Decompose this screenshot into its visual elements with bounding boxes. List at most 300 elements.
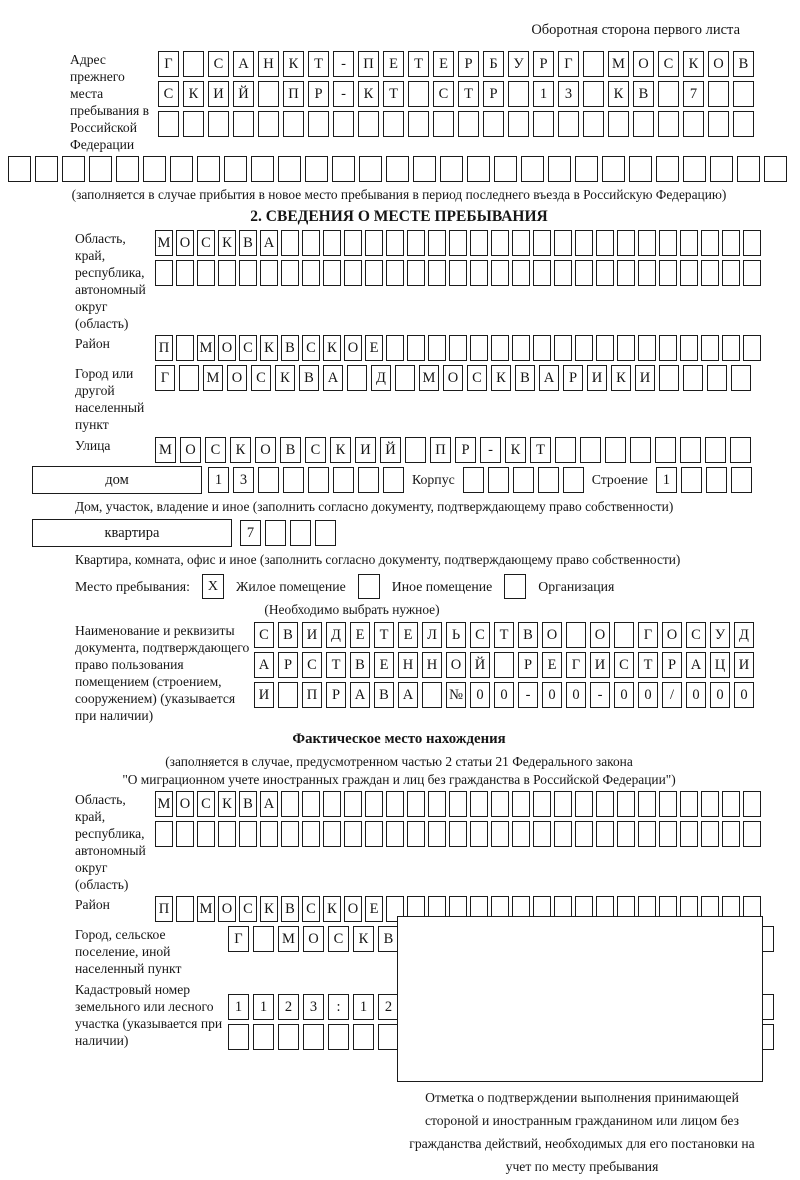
char-cell[interactable] xyxy=(470,335,488,361)
char-cell[interactable]: / xyxy=(662,682,682,708)
char-cell[interactable] xyxy=(283,111,304,137)
char-cell[interactable]: 2 xyxy=(278,994,299,1020)
char-cell[interactable] xyxy=(491,821,509,847)
char-cell[interactable] xyxy=(347,365,367,391)
char-cell[interactable] xyxy=(332,156,355,182)
char-cell[interactable]: О xyxy=(176,791,194,817)
char-cell[interactable]: Е xyxy=(350,622,370,648)
char-cell[interactable] xyxy=(224,156,247,182)
char-cell[interactable] xyxy=(680,821,698,847)
char-cell[interactable] xyxy=(638,821,656,847)
char-cell[interactable]: О xyxy=(344,335,362,361)
char-cell[interactable]: Т xyxy=(494,622,514,648)
char-cell[interactable]: П xyxy=(430,437,451,463)
prev-address-extra-row[interactable] xyxy=(8,156,766,182)
char-cell[interactable]: Т xyxy=(408,51,429,77)
char-cell[interactable] xyxy=(265,520,286,546)
char-cell[interactable]: Р xyxy=(518,652,538,678)
char-cell[interactable]: С xyxy=(614,652,634,678)
char-cell[interactable] xyxy=(659,230,677,256)
char-cell[interactable]: № xyxy=(446,682,466,708)
char-cell[interactable] xyxy=(8,156,31,182)
char-cell[interactable] xyxy=(575,791,593,817)
region-row-1[interactable] xyxy=(155,230,761,256)
char-cell[interactable] xyxy=(512,260,530,286)
checkbox-other-premises[interactable] xyxy=(358,574,380,599)
char-cell[interactable] xyxy=(302,821,320,847)
char-cell[interactable] xyxy=(323,821,341,847)
city-row[interactable] xyxy=(155,365,751,391)
char-cell[interactable]: Е xyxy=(374,652,394,678)
prev-address-row-1[interactable] xyxy=(158,51,754,77)
char-cell[interactable] xyxy=(428,791,446,817)
char-cell[interactable]: Е xyxy=(365,335,383,361)
char-cell[interactable]: К xyxy=(260,896,278,922)
char-cell[interactable] xyxy=(395,365,415,391)
char-cell[interactable] xyxy=(258,467,279,493)
char-cell[interactable]: Н xyxy=(398,652,418,678)
char-cell[interactable] xyxy=(383,111,404,137)
char-cell[interactable] xyxy=(422,682,442,708)
char-cell[interactable] xyxy=(638,230,656,256)
char-cell[interactable] xyxy=(733,111,754,137)
char-cell[interactable] xyxy=(116,156,139,182)
char-cell[interactable] xyxy=(605,437,626,463)
char-cell[interactable] xyxy=(308,467,329,493)
char-cell[interactable] xyxy=(658,81,679,107)
char-cell[interactable]: Й xyxy=(233,81,254,107)
char-cell[interactable] xyxy=(491,791,509,817)
char-cell[interactable] xyxy=(183,111,204,137)
char-cell[interactable]: Й xyxy=(470,652,490,678)
char-cell[interactable] xyxy=(683,365,703,391)
char-cell[interactable]: О xyxy=(255,437,276,463)
char-cell[interactable]: К xyxy=(218,791,236,817)
char-cell[interactable] xyxy=(658,111,679,137)
char-cell[interactable] xyxy=(491,335,509,361)
char-cell[interactable] xyxy=(743,791,761,817)
char-cell[interactable]: К xyxy=(260,335,278,361)
char-cell[interactable]: А xyxy=(260,230,278,256)
char-cell[interactable]: Р xyxy=(458,51,479,77)
char-cell[interactable]: К xyxy=(283,51,304,77)
document-row-3[interactable] xyxy=(254,682,754,708)
char-cell[interactable]: Р xyxy=(483,81,504,107)
checkbox-organization[interactable] xyxy=(504,574,526,599)
char-cell[interactable]: К xyxy=(491,365,511,391)
char-cell[interactable]: С xyxy=(254,622,274,648)
char-cell[interactable] xyxy=(179,365,199,391)
char-cell[interactable]: С xyxy=(302,896,320,922)
char-cell[interactable]: С xyxy=(305,437,326,463)
char-cell[interactable] xyxy=(706,467,727,493)
char-cell[interactable]: Е xyxy=(433,51,454,77)
char-cell[interactable]: Е xyxy=(398,622,418,648)
apartment-number-cells[interactable] xyxy=(240,520,336,546)
char-cell[interactable]: К xyxy=(218,230,236,256)
char-cell[interactable]: 0 xyxy=(710,682,730,708)
char-cell[interactable]: С xyxy=(470,622,490,648)
char-cell[interactable] xyxy=(365,260,383,286)
char-cell[interactable]: К xyxy=(323,335,341,361)
char-cell[interactable]: 0 xyxy=(494,682,514,708)
char-cell[interactable]: Ц xyxy=(710,652,730,678)
char-cell[interactable] xyxy=(440,156,463,182)
char-cell[interactable] xyxy=(449,230,467,256)
char-cell[interactable]: К xyxy=(353,926,374,952)
char-cell[interactable]: В xyxy=(518,622,538,648)
char-cell[interactable]: В xyxy=(374,682,394,708)
char-cell[interactable]: - xyxy=(590,682,610,708)
char-cell[interactable] xyxy=(566,622,586,648)
char-cell[interactable]: Т xyxy=(326,652,346,678)
char-cell[interactable] xyxy=(62,156,85,182)
char-cell[interactable] xyxy=(483,111,504,137)
char-cell[interactable]: - xyxy=(333,51,354,77)
char-cell[interactable]: С xyxy=(686,622,706,648)
char-cell[interactable] xyxy=(558,111,579,137)
house-type-box[interactable]: дом xyxy=(32,466,202,494)
char-cell[interactable]: И xyxy=(734,652,754,678)
char-cell[interactable] xyxy=(281,230,299,256)
char-cell[interactable] xyxy=(680,437,701,463)
char-cell[interactable]: У xyxy=(508,51,529,77)
char-cell[interactable]: К xyxy=(608,81,629,107)
char-cell[interactable]: И xyxy=(590,652,610,678)
char-cell[interactable] xyxy=(596,791,614,817)
char-cell[interactable] xyxy=(428,230,446,256)
char-cell[interactable]: Т xyxy=(383,81,404,107)
char-cell[interactable]: И xyxy=(208,81,229,107)
char-cell[interactable] xyxy=(407,230,425,256)
char-cell[interactable] xyxy=(449,260,467,286)
char-cell[interactable]: - xyxy=(518,682,538,708)
char-cell[interactable] xyxy=(365,821,383,847)
char-cell[interactable]: К xyxy=(505,437,526,463)
char-cell[interactable] xyxy=(617,230,635,256)
char-cell[interactable] xyxy=(707,365,727,391)
char-cell[interactable] xyxy=(176,896,194,922)
char-cell[interactable] xyxy=(548,156,571,182)
char-cell[interactable]: 1 xyxy=(353,994,374,1020)
char-cell[interactable] xyxy=(328,1024,349,1050)
char-cell[interactable] xyxy=(710,156,733,182)
char-cell[interactable] xyxy=(575,335,593,361)
char-cell[interactable] xyxy=(617,260,635,286)
char-cell[interactable] xyxy=(554,335,572,361)
char-cell[interactable]: С xyxy=(239,896,257,922)
char-cell[interactable] xyxy=(278,682,298,708)
char-cell[interactable] xyxy=(533,335,551,361)
char-cell[interactable]: О xyxy=(662,622,682,648)
char-cell[interactable]: 1 xyxy=(533,81,554,107)
char-cell[interactable]: О xyxy=(218,896,236,922)
char-cell[interactable] xyxy=(701,821,719,847)
char-cell[interactable] xyxy=(176,821,194,847)
char-cell[interactable] xyxy=(176,335,194,361)
char-cell[interactable] xyxy=(680,791,698,817)
char-cell[interactable] xyxy=(407,791,425,817)
char-cell[interactable] xyxy=(251,156,274,182)
char-cell[interactable] xyxy=(659,821,677,847)
char-cell[interactable] xyxy=(35,156,58,182)
char-cell[interactable] xyxy=(258,111,279,137)
char-cell[interactable]: 3 xyxy=(558,81,579,107)
char-cell[interactable] xyxy=(683,156,706,182)
char-cell[interactable] xyxy=(281,821,299,847)
char-cell[interactable]: П xyxy=(155,335,173,361)
char-cell[interactable] xyxy=(731,365,751,391)
char-cell[interactable] xyxy=(260,260,278,286)
char-cell[interactable]: О xyxy=(633,51,654,77)
char-cell[interactable]: С xyxy=(208,51,229,77)
char-cell[interactable] xyxy=(508,81,529,107)
char-cell[interactable]: О xyxy=(443,365,463,391)
apartment-type-box[interactable]: квартира xyxy=(32,519,232,547)
char-cell[interactable]: К xyxy=(611,365,631,391)
char-cell[interactable]: А xyxy=(539,365,559,391)
char-cell[interactable] xyxy=(659,335,677,361)
char-cell[interactable] xyxy=(463,467,484,493)
char-cell[interactable]: Е xyxy=(542,652,562,678)
char-cell[interactable] xyxy=(155,260,173,286)
char-cell[interactable] xyxy=(333,111,354,137)
char-cell[interactable]: П xyxy=(358,51,379,77)
char-cell[interactable] xyxy=(743,821,761,847)
char-cell[interactable]: Е xyxy=(365,896,383,922)
char-cell[interactable] xyxy=(596,230,614,256)
char-cell[interactable] xyxy=(303,1024,324,1050)
char-cell[interactable] xyxy=(708,111,729,137)
char-cell[interactable]: С xyxy=(197,230,215,256)
char-cell[interactable]: К xyxy=(183,81,204,107)
char-cell[interactable] xyxy=(701,791,719,817)
char-cell[interactable]: Е xyxy=(383,51,404,77)
char-cell[interactable] xyxy=(554,260,572,286)
char-cell[interactable] xyxy=(278,156,301,182)
char-cell[interactable] xyxy=(743,230,761,256)
char-cell[interactable]: О xyxy=(303,926,324,952)
char-cell[interactable]: Л xyxy=(422,622,442,648)
char-cell[interactable] xyxy=(281,791,299,817)
char-cell[interactable]: С xyxy=(197,791,215,817)
char-cell[interactable] xyxy=(680,335,698,361)
char-cell[interactable] xyxy=(467,156,490,182)
char-cell[interactable] xyxy=(302,791,320,817)
char-cell[interactable]: Н xyxy=(422,652,442,678)
char-cell[interactable]: С xyxy=(328,926,349,952)
char-cell[interactable] xyxy=(630,437,651,463)
char-cell[interactable] xyxy=(302,260,320,286)
char-cell[interactable]: Г xyxy=(558,51,579,77)
char-cell[interactable] xyxy=(365,791,383,817)
char-cell[interactable] xyxy=(407,335,425,361)
char-cell[interactable] xyxy=(743,260,761,286)
char-cell[interactable] xyxy=(638,335,656,361)
char-cell[interactable]: Г xyxy=(158,51,179,77)
char-cell[interactable] xyxy=(344,821,362,847)
char-cell[interactable]: 0 xyxy=(566,682,586,708)
char-cell[interactable]: М xyxy=(608,51,629,77)
char-cell[interactable]: О xyxy=(708,51,729,77)
char-cell[interactable] xyxy=(449,335,467,361)
char-cell[interactable]: О xyxy=(227,365,247,391)
char-cell[interactable]: Р xyxy=(533,51,554,77)
char-cell[interactable]: А xyxy=(323,365,343,391)
char-cell[interactable] xyxy=(602,156,625,182)
char-cell[interactable] xyxy=(659,791,677,817)
char-cell[interactable] xyxy=(197,821,215,847)
char-cell[interactable] xyxy=(683,111,704,137)
char-cell[interactable]: 0 xyxy=(542,682,562,708)
char-cell[interactable]: В xyxy=(378,926,399,952)
char-cell[interactable] xyxy=(344,230,362,256)
char-cell[interactable] xyxy=(533,821,551,847)
char-cell[interactable] xyxy=(323,230,341,256)
char-cell[interactable] xyxy=(701,230,719,256)
char-cell[interactable] xyxy=(730,437,751,463)
char-cell[interactable] xyxy=(554,821,572,847)
region-row-2[interactable] xyxy=(155,260,761,286)
char-cell[interactable] xyxy=(170,156,193,182)
char-cell[interactable] xyxy=(508,111,529,137)
char-cell[interactable]: К xyxy=(323,896,341,922)
char-cell[interactable]: 7 xyxy=(683,81,704,107)
char-cell[interactable] xyxy=(239,821,257,847)
stroenie-cells[interactable] xyxy=(656,467,752,493)
char-cell[interactable] xyxy=(701,260,719,286)
char-cell[interactable] xyxy=(494,652,514,678)
char-cell[interactable]: С xyxy=(467,365,487,391)
char-cell[interactable]: К xyxy=(358,81,379,107)
prev-address-row-3[interactable] xyxy=(158,111,754,137)
char-cell[interactable] xyxy=(197,156,220,182)
char-cell[interactable] xyxy=(633,111,654,137)
char-cell[interactable]: 1 xyxy=(208,467,229,493)
char-cell[interactable]: П xyxy=(302,682,322,708)
char-cell[interactable] xyxy=(433,111,454,137)
char-cell[interactable] xyxy=(583,111,604,137)
char-cell[interactable] xyxy=(407,260,425,286)
char-cell[interactable]: М xyxy=(197,335,215,361)
char-cell[interactable]: И xyxy=(635,365,655,391)
char-cell[interactable] xyxy=(708,81,729,107)
char-cell[interactable]: 1 xyxy=(656,467,677,493)
char-cell[interactable] xyxy=(290,520,311,546)
char-cell[interactable]: 3 xyxy=(233,467,254,493)
char-cell[interactable] xyxy=(458,111,479,137)
char-cell[interactable] xyxy=(386,335,404,361)
char-cell[interactable] xyxy=(491,260,509,286)
char-cell[interactable] xyxy=(258,81,279,107)
char-cell[interactable]: В xyxy=(633,81,654,107)
char-cell[interactable]: 2 xyxy=(378,994,399,1020)
char-cell[interactable] xyxy=(449,791,467,817)
char-cell[interactable]: С xyxy=(158,81,179,107)
char-cell[interactable]: Н xyxy=(258,51,279,77)
char-cell[interactable] xyxy=(197,260,215,286)
char-cell[interactable]: А xyxy=(254,652,274,678)
char-cell[interactable] xyxy=(344,260,362,286)
char-cell[interactable] xyxy=(680,260,698,286)
char-cell[interactable] xyxy=(233,111,254,137)
char-cell[interactable] xyxy=(580,437,601,463)
char-cell[interactable]: И xyxy=(587,365,607,391)
char-cell[interactable] xyxy=(470,230,488,256)
char-cell[interactable]: Т xyxy=(374,622,394,648)
char-cell[interactable] xyxy=(733,81,754,107)
char-cell[interactable] xyxy=(408,111,429,137)
char-cell[interactable]: : xyxy=(328,994,349,1020)
char-cell[interactable] xyxy=(575,260,593,286)
char-cell[interactable] xyxy=(383,467,404,493)
char-cell[interactable]: М xyxy=(419,365,439,391)
char-cell[interactable] xyxy=(596,821,614,847)
char-cell[interactable] xyxy=(470,791,488,817)
char-cell[interactable]: Г xyxy=(155,365,175,391)
char-cell[interactable] xyxy=(722,230,740,256)
char-cell[interactable]: А xyxy=(260,791,278,817)
char-cell[interactable]: О xyxy=(218,335,236,361)
char-cell[interactable]: Т xyxy=(308,51,329,77)
char-cell[interactable]: М xyxy=(278,926,299,952)
char-cell[interactable] xyxy=(655,437,676,463)
char-cell[interactable]: О xyxy=(590,622,610,648)
char-cell[interactable]: К xyxy=(230,437,251,463)
house-number-cells[interactable] xyxy=(208,467,404,493)
char-cell[interactable]: В xyxy=(515,365,535,391)
char-cell[interactable] xyxy=(512,821,530,847)
char-cell[interactable] xyxy=(407,821,425,847)
char-cell[interactable]: М xyxy=(203,365,223,391)
char-cell[interactable] xyxy=(743,335,761,361)
char-cell[interactable]: К xyxy=(275,365,295,391)
char-cell[interactable] xyxy=(176,260,194,286)
char-cell[interactable] xyxy=(737,156,760,182)
char-cell[interactable] xyxy=(302,230,320,256)
char-cell[interactable] xyxy=(656,156,679,182)
char-cell[interactable] xyxy=(488,467,509,493)
char-cell[interactable] xyxy=(554,230,572,256)
char-cell[interactable]: В xyxy=(239,791,257,817)
char-cell[interactable] xyxy=(638,791,656,817)
checkbox-residential-premises[interactable]: X xyxy=(202,574,224,599)
char-cell[interactable] xyxy=(305,156,328,182)
char-cell[interactable]: Т xyxy=(530,437,551,463)
char-cell[interactable] xyxy=(470,260,488,286)
char-cell[interactable] xyxy=(405,437,426,463)
char-cell[interactable]: Г xyxy=(566,652,586,678)
char-cell[interactable]: В xyxy=(281,896,299,922)
korpus-cells[interactable] xyxy=(463,467,584,493)
char-cell[interactable] xyxy=(344,791,362,817)
char-cell[interactable] xyxy=(218,821,236,847)
char-cell[interactable] xyxy=(617,821,635,847)
char-cell[interactable]: А xyxy=(686,652,706,678)
char-cell[interactable]: С xyxy=(239,335,257,361)
char-cell[interactable] xyxy=(494,156,517,182)
char-cell[interactable] xyxy=(158,111,179,137)
actual-region-row-2[interactable] xyxy=(155,821,761,847)
char-cell[interactable]: К xyxy=(330,437,351,463)
document-row-2[interactable] xyxy=(254,652,754,678)
char-cell[interactable] xyxy=(533,791,551,817)
char-cell[interactable]: Б xyxy=(483,51,504,77)
char-cell[interactable] xyxy=(155,821,173,847)
char-cell[interactable]: - xyxy=(480,437,501,463)
char-cell[interactable]: В xyxy=(733,51,754,77)
char-cell[interactable] xyxy=(617,335,635,361)
